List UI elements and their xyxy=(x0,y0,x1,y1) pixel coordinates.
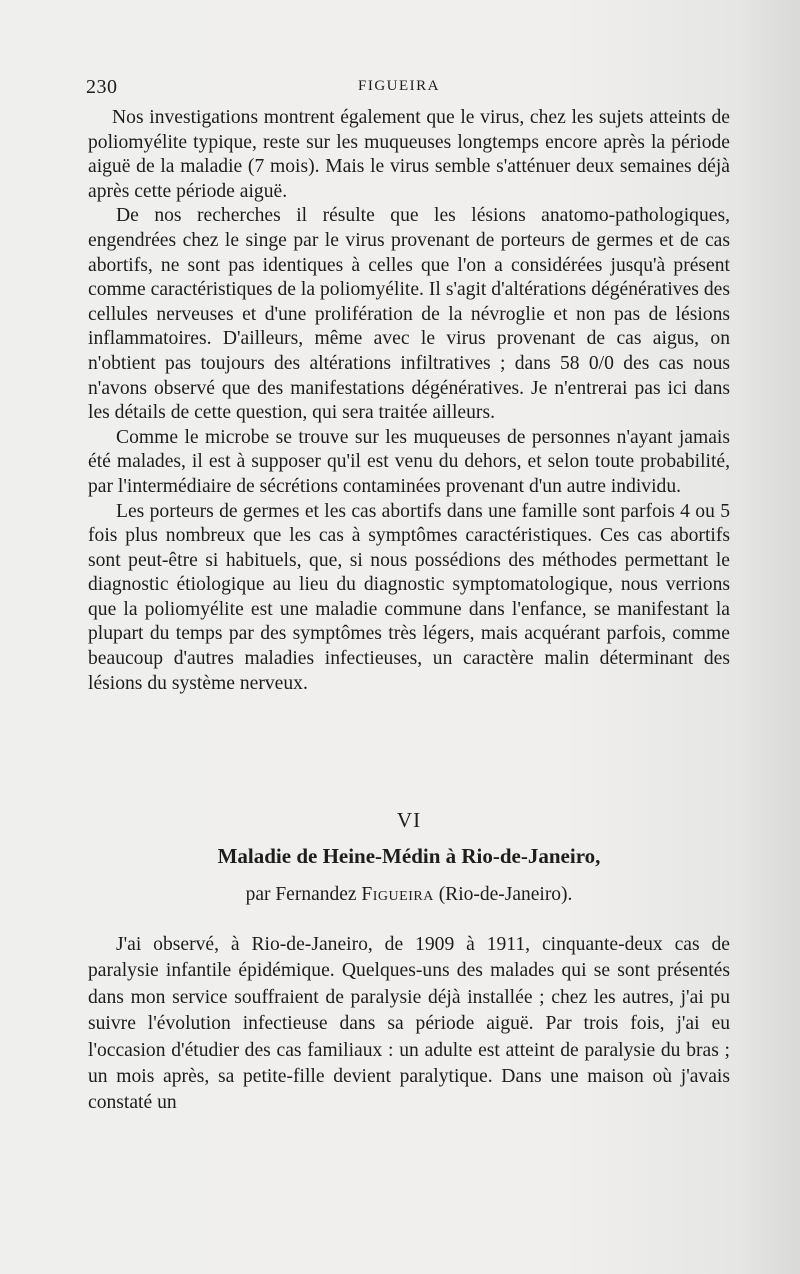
page-number: 230 xyxy=(86,76,118,98)
section-title: Maladie de Heine-Médin à Rio-de-Janeiro, xyxy=(217,844,601,868)
paragraph: Nos investigations montrent également que le virus, chez les sujets atteints de poliomyélite typique, reste sur les muqueuses longtemps encore après la période aiguë de la maladie (7 mois). Mais le virus semble s'atténuer deux semaines déjà après cette période aiguë. xyxy=(88,107,730,202)
paragraph: Comme le microbe se trouve sur les muqueuses de personnes n'ayant jamais été malades, il est à supposer qu'il est venu du dehors, et selon toute probabilité, par l'intermédiaire de sécrétions contaminées provenant d'un autre individu. xyxy=(88,426,730,497)
paragraph: J'ai observé, à Rio-de-Janeiro, de 1909 à 1911, cinquante-deux cas de paralysie infantile épidémique. Quelques-uns des malades qui se sont présentés dans mon service souffraient de paralysie déjà installée ; chez les autres, j'ai pu suivre l'évolution infectieuse dans sa période aiguë. Par trois fois, j'ai eu l'occasion d'étudier des cas familiaux : un adulte est atteint de paralysie du bras ; un mois après, sa petite-fille devient paralytique. Dans une maison où j'avais constaté un xyxy=(88,934,730,1114)
paragraph: Les porteurs de germes et les cas abortifs dans une famille sont parfois 4 ou 5 fois plus nombreux que les cas à symptômes caractéristiques. Ces cas abortifs sont peut-être si habituels, que, si nous possédions des méthodes permettant le diagnostic étiologique au lieu du diagnostic symptomatologique, nous verrions que la poliomyélite est une maladie commune dans l'enfance, se manifestant la plupart du temps par des symptômes très légers, mais acquérant parfois, comme beaucoup d'autres maladies infectieuses, un caractère malin déterminant des lésions du système nerveux. xyxy=(88,500,730,694)
author-name: Figueira xyxy=(361,884,434,905)
paragraph: De nos recherches il résulte que les lésions anatomo-pathologiques, engendrées chez le singe par le virus provenant de porteurs de germes et de cas abortifs, ne sont pas identiques à celles que l'on a considérées jusqu'à présent comme caractéristiques de la poliomyélite. Il s'agit d'altérations dégénératives des cellules nerveuses et d'une prolifération de la névroglie et non pas de lésions inflammatoires. D'ailleurs, même avec le virus provenant de cas aigus, on n'obtient pas toujours des altérations infiltratives ; dans 58 0/0 des cas nous n'avons observé que des manifestations dégénératives. Je n'entrerai pas ici dans les détails de cette question, qui sera traitée ailleurs. xyxy=(88,205,730,424)
body-text xyxy=(88,106,730,696)
section-text xyxy=(88,932,730,1117)
author-suffix: (Rio-de-Janeiro). xyxy=(433,884,573,905)
page-header xyxy=(86,76,736,102)
author-prefix: par Fernandez xyxy=(245,884,362,905)
section-author xyxy=(88,884,730,906)
running-head: FIGUEIRA xyxy=(358,78,440,94)
section-number: VI xyxy=(396,808,422,832)
